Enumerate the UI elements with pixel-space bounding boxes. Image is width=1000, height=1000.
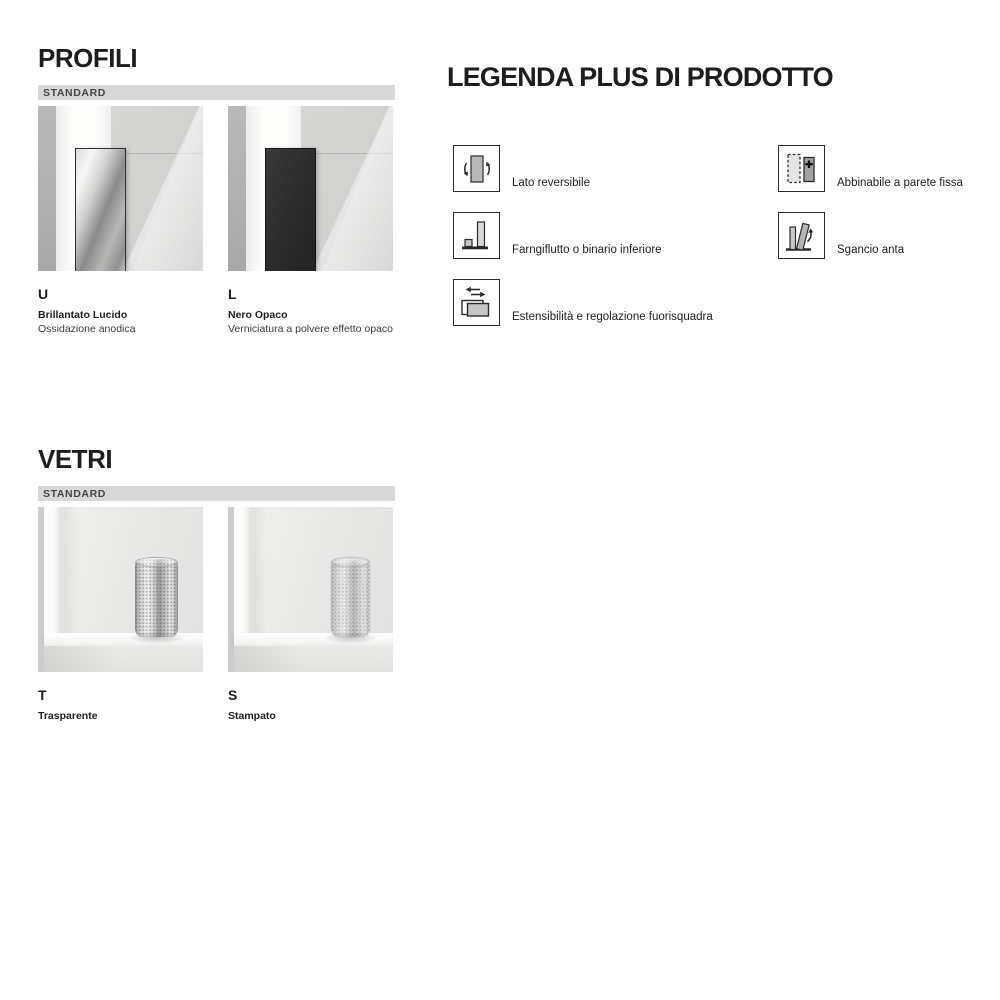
profile-name: Brillantato Lucido <box>38 309 128 321</box>
profile-code: U <box>38 286 49 302</box>
vetri-section <box>38 446 398 722</box>
profile-code: L <box>228 286 237 302</box>
glass-name: Stampato <box>228 710 276 722</box>
legend-item-estensibilita <box>453 279 778 326</box>
fixed-wall-combine-icon <box>778 145 825 192</box>
profile-swatch-l <box>228 106 393 335</box>
chrome-profile-bar <box>75 148 126 271</box>
back-wall <box>63 507 203 635</box>
vetri-swatches <box>38 507 398 722</box>
profile-swatch-u <box>38 106 203 335</box>
profili-standard-band <box>38 85 395 100</box>
glass-caption-s <box>228 688 393 722</box>
profili-swatches <box>38 106 398 335</box>
profili-band-label: STANDARD <box>43 86 106 99</box>
legend-item-lato-reversibile <box>453 145 778 192</box>
legend-title: LEGENDA PLUS DI PRODOTTO <box>447 62 833 92</box>
glass-photo-clear <box>38 507 203 672</box>
wall-strip <box>38 106 56 271</box>
back-wall <box>253 507 393 635</box>
glass-caption-t <box>38 688 203 722</box>
legend-column-right <box>778 145 977 346</box>
out-of-square-adjust-icon <box>453 279 500 326</box>
profile-photo-chrome <box>38 106 203 271</box>
glass-name: Trasparente <box>38 710 98 722</box>
legend-item-binario-inferiore <box>453 212 778 259</box>
profile-name: Nero Opaco <box>228 309 288 321</box>
profile-caption-u <box>38 287 203 335</box>
shower-ledge <box>234 646 393 672</box>
profile-description: Ossidazione anodica <box>38 323 136 336</box>
shower-ledge <box>44 646 203 672</box>
glass-code: S <box>228 687 238 703</box>
legend-section <box>447 64 977 346</box>
glass-swatch-t <box>38 507 203 722</box>
metal-canister <box>135 559 178 637</box>
metal-canister <box>331 559 370 637</box>
legend-label: Estensibilità e regolazione fuorisquadra <box>512 311 713 324</box>
vetri-title: VETRI <box>38 444 113 474</box>
vetri-standard-band <box>38 486 395 501</box>
legend-label: Abbinabile a parete fissa <box>837 177 963 190</box>
bottom-rail-icon <box>453 212 500 259</box>
legend-column-left <box>447 145 778 346</box>
legend-item-sgancio-anta <box>778 212 977 259</box>
profile-caption-l <box>228 287 393 335</box>
profili-title: PROFILI <box>38 43 138 73</box>
glass-swatch-s <box>228 507 393 722</box>
legend-label: Farngiflutto o binario inferiore <box>512 244 662 257</box>
glass-photo-stamped <box>228 507 393 672</box>
legend-item-parete-fissa <box>778 145 977 192</box>
reversible-side-icon <box>453 145 500 192</box>
wall-strip <box>228 106 246 271</box>
legend-label: Lato reversibile <box>512 177 590 190</box>
door-release-icon <box>778 212 825 259</box>
black-profile-bar <box>265 148 316 271</box>
vetri-band-label: STANDARD <box>43 487 106 500</box>
legend-grid <box>447 145 977 346</box>
glass-code: T <box>38 687 47 703</box>
profile-description: Verniciatura a polvere effetto opaco <box>228 323 394 336</box>
profile-photo-black <box>228 106 393 271</box>
profili-section <box>38 45 398 335</box>
legend-label: Sgancio anta <box>837 244 905 257</box>
